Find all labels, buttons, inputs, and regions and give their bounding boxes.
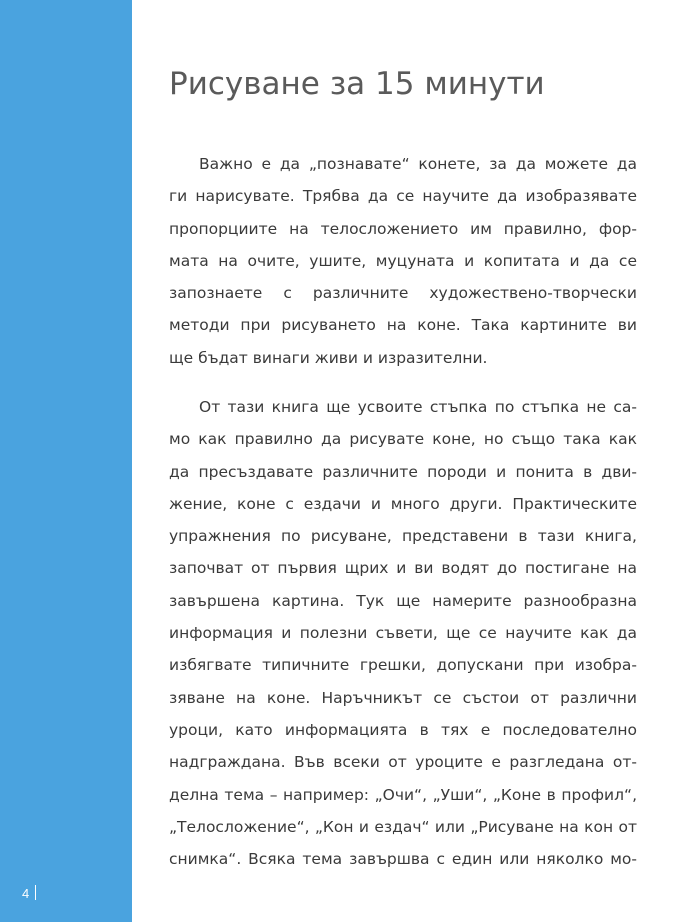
paragraph-line: Важно е да „познавате“ конете, за да можете да [199, 155, 637, 173]
page-number-value: 4 [22, 886, 30, 901]
paragraph-line: започват от първия щрих и ви водят до постигане на [169, 559, 637, 578]
paragraph-line: методи при рисуването на коне. Така картините ви [169, 316, 637, 335]
paragraph-line: снимка“. Всяка тема завършва с един или няколко мо- [169, 850, 637, 869]
paragraph-line: пропорциите на телосложението им правилно, фор- [169, 219, 637, 238]
paragraph-line: „Телосложение“, „Кон и ездач“ или „Рисуване на кон от [169, 817, 637, 836]
paragraph-book-overview [169, 391, 637, 875]
sidebar-accent-bar [0, 0, 132, 922]
paragraph-line: завършена картина. Тук ще намерите разнообразна [169, 591, 637, 610]
paragraph-line: ги нарисувате. Трябва да се научите да изобразявате [169, 187, 637, 206]
paragraph-line: зяване на коне. Наръчникът се състои от различни [169, 688, 637, 707]
page-number-separator [35, 885, 36, 900]
paragraph-line: избягвате типичните грешки, допускани при изобра- [169, 656, 637, 675]
paragraph-line: ще бъдат винаги живи и изразителни. [169, 348, 488, 367]
page-title: Рисуване за 15 минути [169, 66, 545, 102]
paragraph-line: жение, коне с ездачи и много други. Практическите [169, 494, 637, 513]
paragraph-line: запознаете с различните художествено-творчески [169, 284, 637, 303]
paragraph-line: От тази книга ще усвоите стъпка по стъпка не са- [199, 398, 637, 416]
paragraph-line: надграждана. Във всеки от уроците е разгледана от- [169, 753, 637, 772]
paragraph-line: делна тема – например: „Очи“, „Уши“, „Коне в профил“, [169, 785, 637, 804]
paragraph-line: уроци, като информацията в тях е последователно [169, 720, 637, 739]
paragraph-line: информация и полезни съвети, ще се научите как да [169, 624, 637, 643]
paragraph-line: мата на очите, ушите, муцуната и копитата и да се [169, 251, 637, 270]
paragraph-intro [169, 148, 637, 374]
paragraph-line: упражнения по рисуване, представени в тази книга, [169, 527, 637, 546]
page-number [22, 884, 36, 904]
paragraph-line: мо как правилно да рисувате коне, но също така как [169, 430, 637, 449]
paragraph-line: да пресъздавате различните породи и понита в дви- [169, 462, 637, 481]
